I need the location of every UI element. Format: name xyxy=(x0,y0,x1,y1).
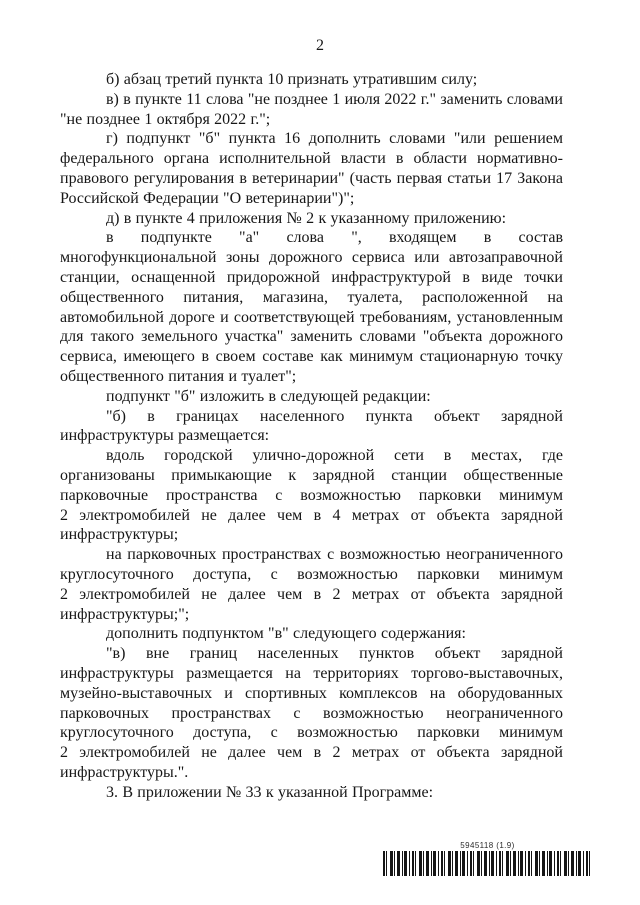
paragraph: д) в пункте 4 приложения № 2 к указанному приложению: xyxy=(106,209,507,227)
paragraph: 3. В приложении № 33 к указанной Программе: xyxy=(106,783,434,801)
paragraph: б) абзац третий пункта 10 признать утратившим силу; xyxy=(106,71,478,88)
paragraph: "б) в границах населенного пункта объект зарядной инфраструктуры размещается: xyxy=(60,407,563,445)
paragraph: дополнить подпунктом "в" следующего содержания: xyxy=(106,625,466,643)
barcode-bars-image xyxy=(383,851,592,876)
paragraph: в) в пункте 11 слова "не позднее 1 июля 2022 г." заменить словами "не позднее 1 октября 2022 г."; xyxy=(60,90,563,128)
page-number: 2 xyxy=(316,37,324,54)
paragraph: "в) вне границ населенных пунктов объект зарядной инфраструктуры размещается на территориях торгово-выставочных, музейно-выставочных и спортивных комплексов на оборудованных парковочных пространствах с возможностью неограниченного круглосуточного доступа, с возможностью парковки минимум 2 электромобилей не далее чем в 2 метрах от объекта зарядной инфраструктуры.". xyxy=(60,645,563,781)
paragraph: в подпункте "а" слова ", входящем в состав многофункциональной зоны дорожного сервиса или автозаправочной станции, оснащенной придорожной инфраструктурой в виде точки общественного питания, магазина, туалета, расположенной на автомобильной дороге и соответствующей требованиям, установленным для такого земельного участка" заменить словами "объекта дорожного сервиса, имеющего в своем составе как минимум стационарную точку общественного питания и туалет"; xyxy=(60,229,563,385)
document-body xyxy=(60,70,563,802)
paragraph: на парковочных пространствах с возможностью неограниченного круглосуточного доступа, с возможностью парковки минимум 2 электромобилей не далее чем в 2 метрах от объекта зарядной инфраструктуры;"; xyxy=(60,546,563,623)
paragraph: вдоль городской улично-дорожной сети в местах, где организованы примыкающие к зарядной станции общественные парковочные пространства с возможностью парковки минимум 2 электромобилей не далее чем в 4 метрах от объекта зарядной инфраструктуры; xyxy=(60,447,563,544)
barcode-label: 5945118 (1.9) xyxy=(460,841,515,850)
barcode xyxy=(383,841,592,876)
paragraph: подпункт "б" изложить в следующей редакции: xyxy=(106,387,431,405)
paragraph: г) подпункт "б" пункта 16 дополнить словами "или решением федерального органа исполнительной власти в области нормативно-правового регулирования в ветеринарии" (часть первая статьи 17 Закона Российской Федерации "О ветеринарии")"; xyxy=(60,130,563,207)
